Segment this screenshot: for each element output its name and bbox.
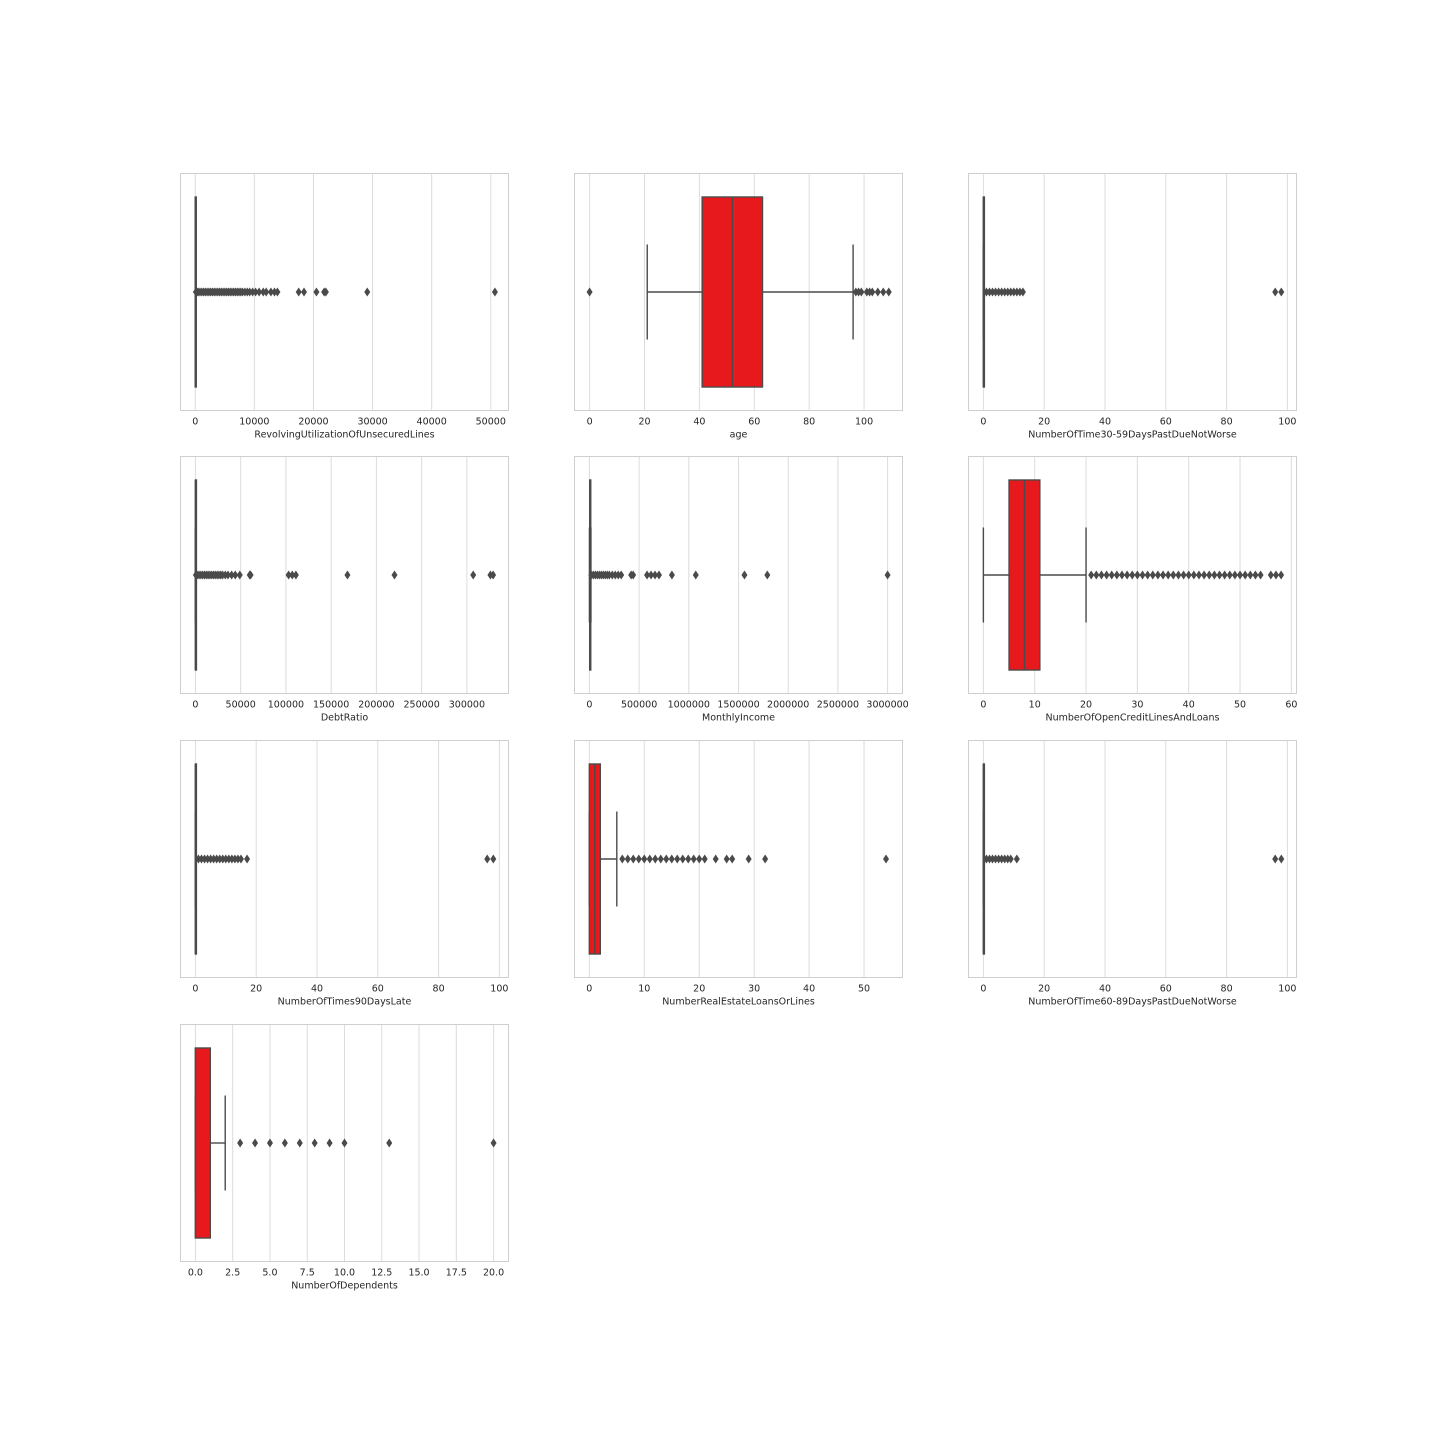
outlier-point [656,571,662,580]
x-tick-label: 80 [432,983,445,995]
outlier-point [301,288,307,297]
x-tick-label: 80 [1220,983,1233,995]
x-tick-label: 0 [586,983,593,995]
x-axis-label: NumberOfTime60-89DaysPastDueNotWorse [1028,996,1237,1008]
outlier-point [691,855,697,864]
outlier-point [1160,571,1166,580]
outlier-point [297,1139,303,1148]
outlier-point [713,855,719,864]
x-tick-label: 300000 [448,699,486,711]
outlier-point [1140,571,1146,580]
x-tick-label: 60 [1159,983,1172,995]
outlier-point [252,1139,258,1148]
outlier-point [312,1139,318,1148]
outlier-point [885,571,891,580]
outlier-point [391,571,397,580]
x-tick-label: 100000 [267,699,305,711]
x-tick-label: 0 [980,416,987,428]
outlier-point [1278,288,1284,297]
outlier-point [669,571,675,580]
x-tick-label: 0 [192,416,199,428]
x-tick-label: 80 [1220,416,1233,428]
outlier-point [1093,571,1099,580]
outlier-point [1170,571,1176,580]
outlier-point [386,1139,392,1148]
x-tick-label: 200000 [358,699,395,711]
outlier-point [470,571,476,580]
outlier-point [1150,571,1156,580]
outlier-point [663,855,669,864]
outlier-point [1242,571,1248,580]
x-tick-label: 0 [192,983,199,995]
outlier-point [1181,571,1187,580]
x-tick-label: 100 [1278,416,1297,428]
outlier-point [238,855,244,864]
outlier-point [1014,855,1020,864]
outlier-point [1191,571,1197,580]
outlier-point [696,855,702,864]
outlier-point [1114,571,1120,580]
outlier-point [669,855,675,864]
x-axis-label: NumberRealEstateLoansOrLines [662,996,815,1008]
outlier-point [764,571,770,580]
outlier-point [1129,571,1135,580]
boxplot-panel-1 [181,174,509,441]
x-tick-label: 7.5 [299,1267,315,1279]
x-tick-label: 17.5 [445,1267,467,1279]
x-tick-label: 10 [1028,699,1041,711]
x-tick-label: 100 [490,983,509,995]
x-tick-label: 0 [980,699,987,711]
x-tick-label: 1000000 [667,699,710,711]
outlier-point [1008,855,1014,864]
x-axis-label: NumberOfTime30-59DaysPastDueNotWorse [1028,429,1237,441]
x-tick-label: 40 [1098,416,1112,428]
outlier-point [491,1139,497,1148]
outlier-point [729,855,735,864]
x-tick-label: 20 [638,416,651,428]
boxplot-panel-9 [969,741,1297,1008]
outlier-point [746,855,752,864]
outlier-point [886,288,892,297]
boxplot-panel-3 [969,174,1297,441]
x-axis-label: age [729,429,748,441]
x-tick-label: 10.0 [333,1267,356,1279]
outlier-point [674,855,680,864]
x-axis-label: MonthlyIncome [702,712,775,724]
x-tick-label: 60 [748,416,761,428]
x-tick-label: 20.0 [483,1267,505,1279]
outlier-point [1252,571,1258,580]
x-tick-label: 50000 [475,416,506,428]
x-axis-label: NumberOfOpenCreditLinesAndLoans [1045,712,1220,724]
x-tick-label: 50000 [225,699,256,711]
outlier-point [1268,571,1274,580]
outlier-point [619,855,625,864]
outlier-point [1273,571,1279,580]
x-tick-label: 2.5 [225,1267,241,1279]
x-tick-label: 500000 [620,699,658,711]
x-tick-label: 1500000 [717,699,760,711]
outlier-point [313,288,319,297]
outlier-point [490,855,496,864]
x-tick-label: 40000 [416,416,447,428]
outlier-point [1201,571,1207,580]
x-tick-label: 0 [192,699,199,711]
outlier-point [344,571,350,580]
outlier-point [685,855,691,864]
x-tick-label: 40 [803,983,816,995]
x-tick-label: 10000 [239,416,270,428]
x-tick-label: 100 [855,416,874,428]
outlier-point [1145,571,1151,580]
outlier-point [1272,855,1278,864]
outlier-point [1258,571,1264,580]
x-tick-label: 20 [1038,983,1051,995]
x-tick-label: 100 [1278,983,1297,995]
x-tick-label: 80 [803,416,816,428]
outlier-point [293,571,299,580]
x-axis-label: RevolvingUtilizationOfUnsecuredLines [254,429,435,441]
outlier-point [636,855,642,864]
outlier-point [741,571,747,580]
outlier-point [484,855,490,864]
outlier-point [248,571,254,580]
boxplot-panel-8 [575,741,903,1008]
outlier-point [1278,571,1284,580]
x-tick-label: 40 [1098,983,1112,995]
x-tick-label: 30 [1131,699,1144,711]
x-tick-label: 2500000 [816,699,860,711]
outlier-point [1134,571,1140,580]
x-tick-label: 20 [1038,416,1051,428]
x-tick-label: 60 [1285,699,1298,711]
x-tick-label: 50 [1233,699,1247,711]
outlier-point [1278,855,1284,864]
outlier-point [282,1139,288,1148]
outlier-point [1232,571,1238,580]
x-tick-label: 3000000 [866,699,909,711]
x-tick-label: 0 [586,699,593,711]
x-tick-label: 150000 [313,699,350,711]
outlier-point [641,855,647,864]
x-tick-label: 60 [371,983,384,995]
outlier-point [1247,571,1253,580]
outlier-point [1109,571,1115,580]
boxplot-panel-10 [181,1025,509,1292]
outlier-point [880,288,886,297]
x-axis-label: DebtRatio [320,712,369,724]
x-tick-label: 20 [693,983,706,995]
boxplot-panel-2 [575,174,903,441]
outlier-point [630,855,636,864]
outlier-point [1124,571,1130,580]
outlier-point [1211,571,1217,580]
outlier-point [1227,571,1233,580]
outlier-point [625,855,631,864]
x-tick-label: 5.0 [262,1267,278,1279]
x-tick-label: 40 [1182,699,1195,711]
outlier-point [342,1139,348,1148]
outlier-point [1020,288,1026,297]
outlier-point [883,855,889,864]
x-tick-label: 30000 [357,416,388,428]
outlier-point [237,1139,243,1148]
boxplot-panel-5 [575,457,909,724]
x-tick-label: 15.0 [408,1267,430,1279]
outlier-point [492,288,498,297]
outlier-point [702,855,708,864]
outlier-point [1175,571,1181,580]
x-tick-label: 20 [250,983,263,995]
outlier-point [875,288,881,297]
outlier-point [1104,571,1110,580]
outlier-point [237,571,243,580]
x-axis-label: NumberOfDependents [291,1280,398,1292]
outlier-point [244,855,250,864]
outlier-point [364,288,370,297]
x-tick-label: 20 [1079,699,1093,711]
outlier-point [762,855,768,864]
outlier-point [1155,571,1161,580]
outlier-point [1196,571,1202,580]
boxplot-panel-4 [181,457,509,724]
outlier-point [1237,571,1243,580]
outlier-point [1165,571,1171,580]
x-tick-label: 0 [980,983,987,995]
outlier-point [267,1139,273,1148]
outlier-point [1222,571,1228,580]
outlier-point [658,855,664,864]
outlier-point [652,855,658,864]
x-tick-label: 10 [638,983,651,995]
outlier-point [327,1139,333,1148]
outlier-point [724,855,730,864]
outlier-point [1206,571,1212,580]
x-tick-label: 40 [693,416,706,428]
x-tick-label: 2000000 [767,699,810,711]
outlier-point [296,288,302,297]
x-tick-label: 20000 [298,416,329,428]
x-tick-label: 250000 [403,699,440,711]
x-tick-label: 0.0 [187,1267,203,1279]
x-tick-label: 40 [310,983,324,995]
outlier-point [1088,571,1094,580]
outlier-point [1186,571,1192,580]
boxplot-panel-6 [969,457,1298,724]
outlier-point [1098,571,1104,580]
x-axis-label: NumberOfTimes90DaysLate [277,996,412,1008]
x-tick-label: 0 [586,416,593,428]
x-tick-label: 30 [748,983,761,995]
iqr-box [195,1048,210,1238]
outlier-point [647,855,653,864]
outlier-point [1217,571,1223,580]
boxplot-panel-7 [181,741,509,1008]
outlier-point [587,288,593,297]
outlier-point [1272,288,1278,297]
x-tick-label: 50 [857,983,871,995]
outlier-point [680,855,686,864]
x-tick-label: 60 [1159,416,1172,428]
x-tick-label: 12.5 [371,1267,393,1279]
outlier-point [693,571,699,580]
outlier-point [1119,571,1125,580]
